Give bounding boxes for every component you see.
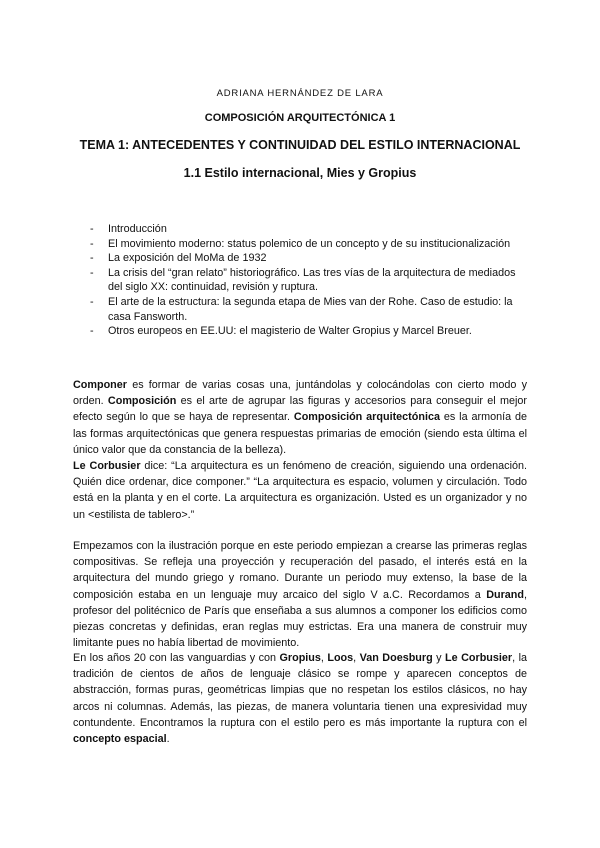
bold-term: Gropius: [279, 652, 321, 664]
paragraph-text: En los años 20 con las vanguardias y con: [73, 652, 280, 664]
list-item-text: Introducción: [108, 223, 167, 235]
bold-term: Durand: [486, 588, 524, 601]
paragraph-text: es formar de varias cosas una, juntándolas y colocándolas con cierto modo y orden.: [73, 379, 527, 408]
list-item-text: La crisis del “gran relato” historiográfico. Las tres vías de la arquitectura de mediados del siglo XX: continuidad, revisión y ruptura.: [108, 266, 516, 294]
bold-term: Componer: [73, 379, 127, 391]
list-item-text: El arte de la estructura: la segunda etapa de Mies van der Rohe. Caso de estudio: la casa Fansworth.: [108, 295, 513, 323]
paragraph-text: ,: [320, 652, 328, 664]
paragraph-ilustracion: [73, 538, 527, 651]
list-item: [90, 251, 530, 266]
paragraph-text: dice: “La arquitectura es un fenómeno de creación, siguiendo una ordenación. Quién dice ordenar, dice componer.” “La arquitectura es espacio, volumen y circulación. Todo está en la planta y en el corte. La arquitectura es organización. Usted es un organizador y no un <estilista de tablero>.”: [73, 460, 527, 521]
list-item-text: Otros europeos en EE.UU: el magisterio de Walter Gropius y Marcel Breuer.: [108, 325, 472, 338]
topic-title: TEMA 1: ANTECEDENTES Y CONTINUIDAD DEL ESTILO INTERNACIONAL: [79, 138, 521, 152]
paragraph-componer: [73, 377, 527, 458]
paragraph-text: es la armonía de las formas arquitectónicas que genera respuestas primarias de emoción (siendo esta última el único valor que da constancia de la belleza).: [73, 411, 527, 456]
list-dash: -: [90, 252, 94, 265]
paragraph-text: .: [166, 733, 170, 746]
bold-term: Van Doesburg: [359, 652, 433, 664]
paragraph-vanguardias: [73, 650, 527, 747]
paragraph-text: y: [432, 652, 446, 664]
bold-term: Le Corbusier: [445, 652, 513, 664]
paragraph-text: , profesor del politécnico de París que enseñaba a sus alumnos a componer los edificios como piezas concretas y definidas, eran reglas muy estrictas. Era una manera de construir muy limitante pues no había libertad de movimiento.: [73, 588, 527, 650]
list-item-text: El movimiento moderno: status polemico de un concepto y de su institucionalización: [108, 237, 511, 250]
list-dash: -: [90, 295, 94, 308]
list-item: [90, 222, 530, 237]
bold-term: concepto espacial: [73, 733, 167, 746]
list-item: [90, 324, 530, 339]
list-item: [90, 266, 530, 295]
bold-term: Composición arquitectónica: [293, 411, 440, 424]
author-name: ADRIANA HERNÁNDEZ DE LARA: [216, 88, 384, 99]
list-dash: -: [90, 223, 94, 235]
list-dash: -: [90, 266, 94, 279]
topic-list: [90, 222, 530, 339]
list-item-text: La exposición del MoMa de 1932: [108, 252, 267, 265]
paragraph-text: Empezamos con la ilustración porque en este periodo empiezan a crearse las primeras reglas compositivas. Se refleja una proyección y recuperación del pasado, el interés está en la arquitectura del mundo griego y romano. Durante un periodo muy extenso, la base de la composición estaba en un lenguaje muy arcaico del siglo V a.C. Recordamos a: [73, 540, 527, 601]
paragraph-text: ,: [353, 652, 360, 664]
bold-term: Le Corbusier: [73, 460, 141, 472]
list-item: [90, 237, 530, 252]
list-dash: -: [90, 325, 94, 338]
paragraph-le-corbusier: [73, 458, 527, 523]
section-subtitle: 1.1 Estilo internacional, Mies y Gropius: [183, 166, 417, 180]
bold-term: Loos: [327, 652, 354, 664]
course-title: COMPOSICIÓN ARQUITECTÓNICA 1: [204, 112, 396, 124]
list-dash: -: [90, 237, 94, 250]
bold-term: Composición: [107, 395, 177, 408]
paragraph-text: , la tradición de cientos de años de lenguaje clásico se rompe y aparecen conceptos de abstracción, formas puras, geométricas limpias que no respetan los estilos clásicos, no hay arcos ni columnas. Además, las piezas, de manera voluntaria tienen una expresividad muy contundente. Encontramos la ruptura con el estilo pero es más importante la ruptura con el: [73, 652, 527, 729]
list-item: [90, 295, 530, 324]
paragraph-text: es el arte de agrupar las figuras y accesorios para conseguir el mejor efecto según lo que se haya de representar.: [73, 395, 527, 424]
